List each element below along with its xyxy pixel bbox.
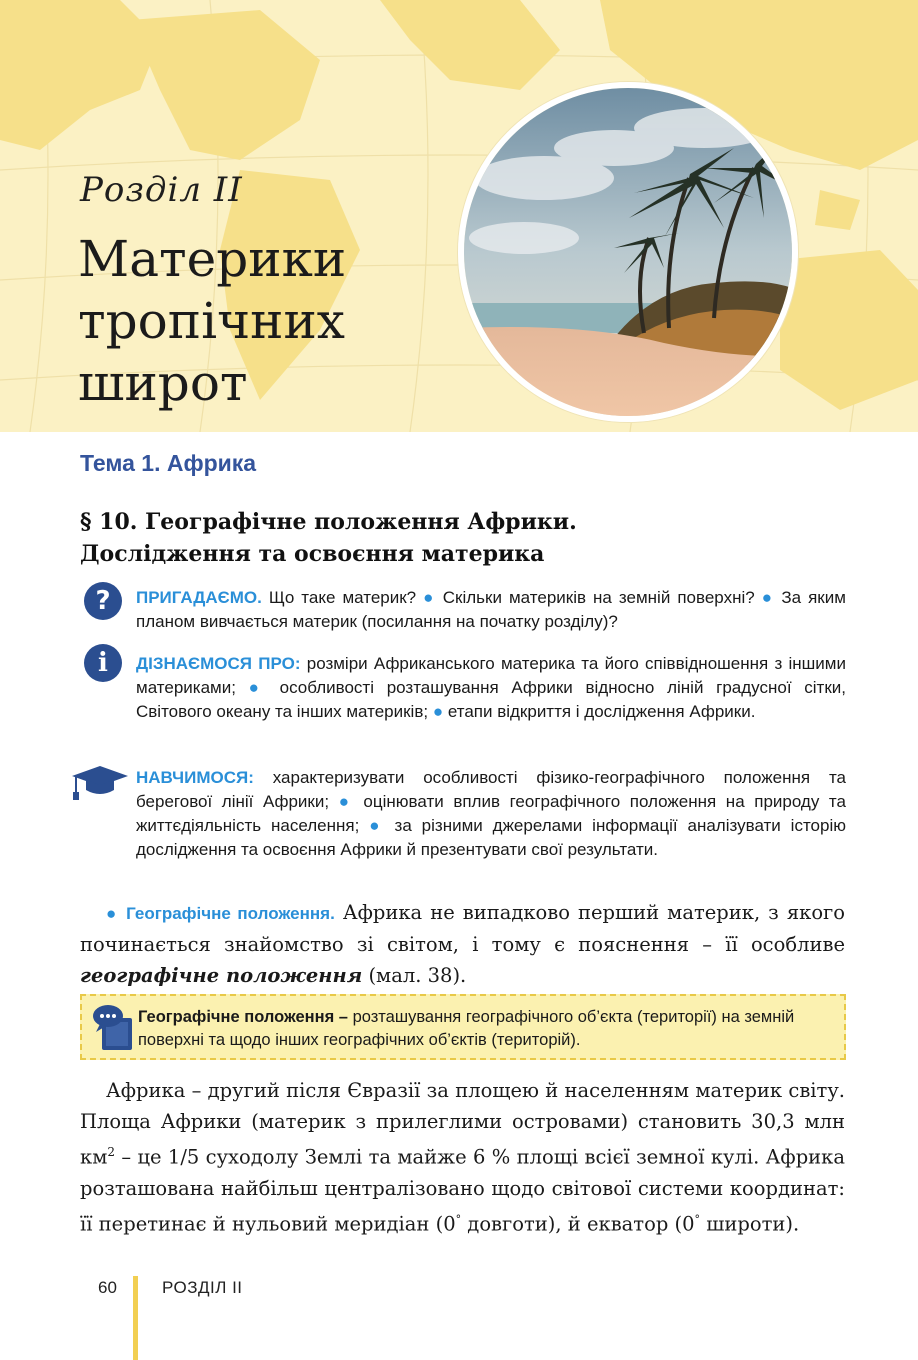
recall-item: Скільки материків на земній поверхні?	[442, 588, 755, 607]
recall-item: Що таке материк?	[268, 588, 417, 607]
graduation-cap-icon	[70, 764, 130, 804]
bullet-icon: ●	[423, 588, 436, 607]
degree-sign: °	[455, 1212, 462, 1226]
africa-paragraph	[80, 1075, 845, 1239]
superscript: 2	[107, 1145, 115, 1159]
geo-position-paragraph	[80, 897, 845, 991]
definition-term: Географічне положення –	[138, 1008, 348, 1026]
definition-book-icon	[92, 1004, 134, 1052]
geo-position-text-end: (мал. 38).	[368, 964, 467, 987]
page-number: 60	[98, 1278, 117, 1297]
learn-about-keyword: ДІЗНАЄМОСЯ ПРО:	[136, 654, 301, 673]
skills-keyword: НАВЧИМОСЯ:	[136, 768, 254, 787]
africa-text: – це 1/5 суходолу Землі та майже 6 % площі всієї земної кулі. Африка розташована найбільш централізовано щодо світової системи координат: її перетинає й нульовий меридіан (0	[80, 1145, 845, 1235]
learn-about-item: розміри Африканського материка та його співвідношення з іншими материками;	[136, 654, 846, 697]
recall-item: За яким планом вивчається материк (посилання на початку розділу)?	[136, 588, 846, 631]
recall-block	[136, 586, 846, 634]
recall-keyword: ПРИГАДАЄМО.	[136, 588, 262, 607]
tropical-beach-photo	[458, 82, 798, 422]
definition-box	[80, 994, 846, 1060]
definition-body: розташування географічного об’єкта (території) на земній поверхні та щодо інших географічних об’єктів (територій).	[138, 1008, 795, 1049]
definition-text	[138, 1006, 828, 1052]
learn-about-block	[136, 652, 846, 724]
geo-position-lead: Географічне положення.	[126, 904, 335, 923]
question-icon: ?	[84, 582, 122, 620]
skills-item: за різними джерелами інформації аналізувати історію дослідження та освоєння Африки й презентувати свої результати.	[136, 816, 846, 859]
footer-section-label: РОЗДІЛ ІІ	[162, 1278, 243, 1297]
topic-heading: Тема 1. Африка	[80, 450, 257, 476]
bullet-icon: ●	[338, 792, 354, 811]
degree-sign: °	[694, 1212, 701, 1226]
paragraph-title-line: Дослідження та освоєння материка	[80, 541, 545, 567]
skills-item: оцінювати вплив географічного положення на природу та життєдіяльність населення;	[136, 792, 846, 835]
bullet-icon: ●	[369, 816, 385, 835]
africa-text: широти).	[700, 1212, 800, 1235]
chapter-header	[0, 0, 918, 432]
chapter-title-line: широт	[78, 354, 248, 412]
tropical-beach-illustration	[464, 88, 792, 416]
skills-item: характеризувати особливості фізико-географічного положення та берегової лінії Африки;	[136, 768, 846, 811]
bullet-icon: ●	[106, 904, 119, 923]
geo-position-text: Африка не випадково перший материк, з якого починається знайомство зі світом, і тому є пояснення – її особливе	[80, 901, 846, 956]
info-icon: i	[84, 644, 122, 682]
skills-block	[136, 766, 846, 862]
paragraph-title	[80, 506, 860, 570]
geo-position-emphasis: географічне положення	[80, 964, 363, 987]
bullet-icon: ●	[761, 588, 775, 607]
chapter-title-line: Материки	[78, 230, 347, 288]
section-label: Розділ ІІ	[80, 170, 243, 210]
footer-divider	[133, 1276, 138, 1360]
africa-text: Африка – другий після Євразії за площею й населенням материк світу. Площа Африки (материк з прилеглими островами) становить 30,3 млн км	[80, 1079, 845, 1169]
africa-text: довготи), й екватор (0	[461, 1212, 695, 1235]
chapter-title	[78, 228, 458, 414]
chapter-title-line: тропічних	[78, 292, 345, 350]
bullet-icon: ●	[248, 678, 267, 697]
paragraph-title-line: § 10. Географічне положення Африки.	[80, 509, 577, 535]
bullet-icon: ●	[432, 702, 444, 721]
learn-about-item: етапи відкриття і дослідження Африки.	[447, 702, 756, 721]
learn-about-item: особливості розташування Африки відносно ліній градусної сітки, Світового океану та інших материків;	[136, 678, 846, 721]
